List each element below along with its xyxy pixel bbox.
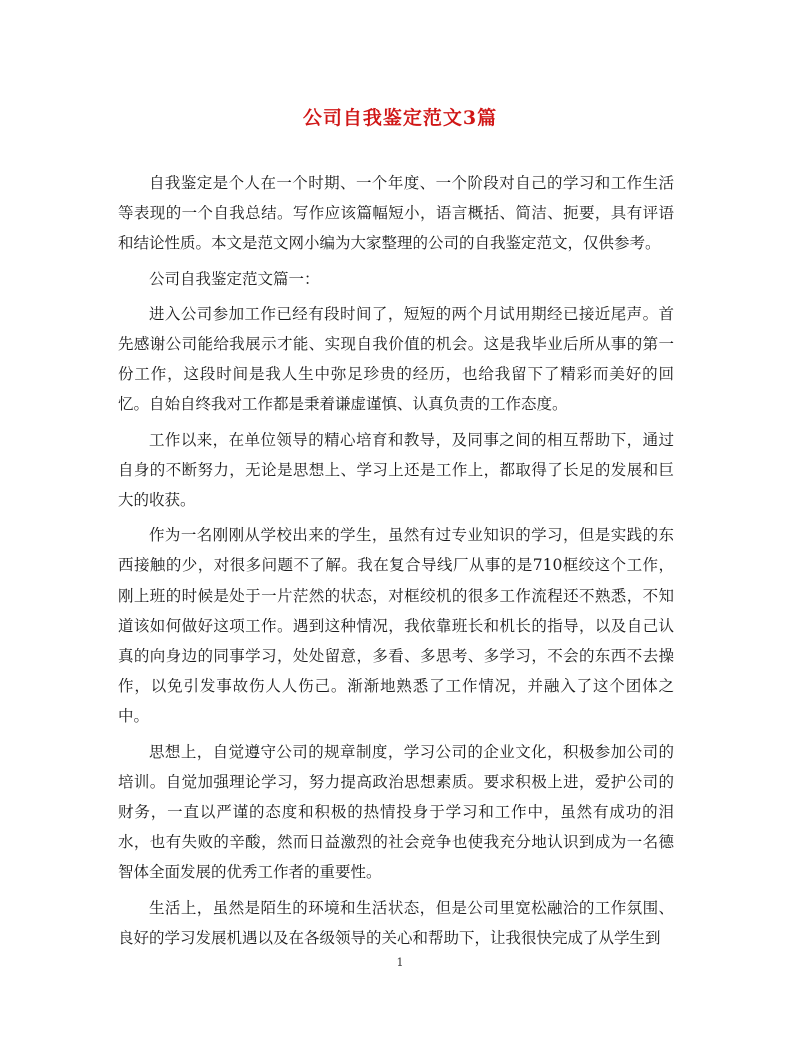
paragraph: 思想上，自觉遵守公司的规章制度，学习公司的企业文化，积极参加公司的培训。自觉加强理论学习，努力提高政治思想素质。要求积极上进，爱护公司的财务，一直以严谨的态度和积极的热情投身于学习和工作中，虽然有成功的泪水，也有失败的辛酸，然而日益激烈的社会竞争也使我充分地认识到成为一名德智体全面发展的优秀工作者的重要性。: [118, 742, 674, 882]
paragraph: 生活上，虽然是陌生的环境和生活状态，但是公司里宽松融洽的工作氛围、良好的学习发展机遇以及在各级领导的关心和帮助下，让我很快完成了从学生到: [118, 898, 674, 947]
section-heading: 公司自我鉴定范文篇一：: [149, 269, 320, 288]
document-body: [118, 168, 674, 958]
paragraph: 进入公司参加工作已经有段时间了，短短的两个月试用期经已接近尾声。首先感谢公司能给我展示才能、实现自我价值的机会。这是我毕业后所从事的第一份工作，这段时间是我人生中弥足珍贵的经历，也给我留下了精彩而美好的回忆。自始自终我对工作都是秉着谦虚谨慎、认真负责的工作态度。: [118, 304, 674, 414]
page-number: 1: [396, 956, 404, 969]
paragraph: 工作以来，在单位领导的精心培育和教导，及同事之间的相互帮助下，通过自身的不断努力，无论是思想上、学习上还是工作上，都取得了长足的发展和巨大的收获。: [118, 430, 674, 510]
paragraph: 作为一名刚刚从学校出来的学生，虽然有过专业知识的学习，但是实践的东西接触的少，对很多问题不了解。我在复合导线厂从事的是710框绞这个工作，刚上班的时候是处于一片茫然的状态，对框绞机的很多工作流程还不熟悉，不知道该如何做好这项工作。遇到这种情况，我依靠班长和机长的指导，以及自己认真的向身边的同事学习，处处留意，多看、多思考、多学习，不会的东西不去操作，以免引发事故伤人人伤己。渐渐地熟悉了工作情况，并融入了这个团体之中。: [118, 526, 674, 726]
document-title: 公司自我鉴定范文3篇: [302, 107, 498, 129]
paragraph-intro: 自我鉴定是个人在一个时期、一个年度、一个阶段对自己的学习和工作生活等表现的一个自我总结。写作应该篇幅短小，语言概括、简洁、扼要，具有评语和结论性质。本文是范文网小编为大家整理的公司的自我鉴定范文，仅供参考。: [118, 174, 674, 253]
